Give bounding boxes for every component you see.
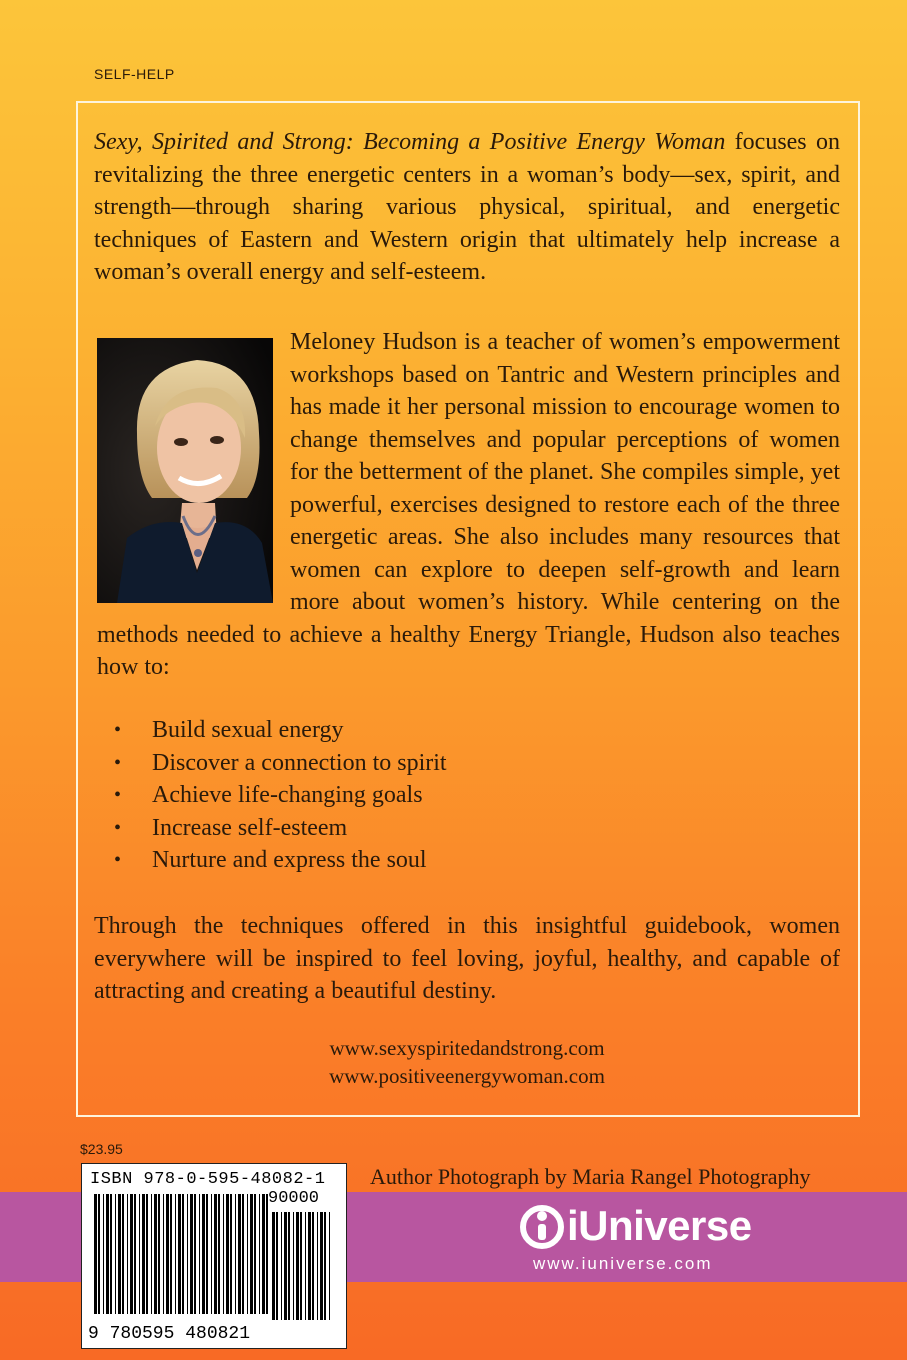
publisher-logo <box>519 1202 781 1282</box>
barcode-bar <box>106 1194 109 1314</box>
barcode-bar <box>276 1212 278 1320</box>
barcode-bar <box>242 1194 244 1314</box>
barcode-bar <box>296 1212 299 1320</box>
barcode-bar <box>305 1212 306 1320</box>
barcode-bar <box>281 1212 282 1320</box>
barcode-bar <box>118 1194 121 1314</box>
intro-text: focuses on revitalizing the three energetic centers in a woman’s body—sex, spirit, and strength—through sharing various physical, spiritual, and energetic techniques of Eastern and Western origin that ultimately help increase a woman’s overall energy and self-esteem. <box>94 129 840 285</box>
website-link[interactable]: www.sexyspiritedandstrong.com <box>329 1036 605 1060</box>
publisher-name: iUniverse <box>567 1202 752 1249</box>
barcode-bar <box>187 1194 188 1314</box>
barcode-bar <box>218 1194 220 1314</box>
barcode-bar <box>312 1212 314 1320</box>
barcode-bar <box>127 1194 128 1314</box>
topic-list <box>94 714 447 877</box>
barcode-bar <box>202 1194 205 1314</box>
barcode-bar <box>329 1212 330 1320</box>
author-photo <box>97 338 273 603</box>
barcode-bar <box>223 1194 224 1314</box>
barcode-bar <box>288 1212 290 1320</box>
barcode-bar <box>170 1194 172 1314</box>
ean-number: 9 780595 480821 <box>88 1324 251 1344</box>
list-item: • Nurture and express the soul <box>94 844 447 877</box>
closing-paragraph: Through the techniques offered in this insightful guidebook, women everywhere will be inspired to feel loving, joyful, healthy, and capable of attracting and creating a beautiful destiny. <box>94 913 840 1004</box>
book-title: Sexy, Spirited and Strong: Becoming a Positive Energy Woman <box>94 129 726 155</box>
barcode-bar <box>238 1194 241 1314</box>
barcode-bar <box>175 1194 176 1314</box>
list-item: • Discover a connection to spirit <box>94 747 447 780</box>
author-portrait-image <box>97 338 273 603</box>
barcode-bar <box>199 1194 200 1314</box>
addon-barcode-bars <box>272 1212 334 1320</box>
website-links <box>94 1034 840 1090</box>
barcode-bar <box>194 1194 196 1314</box>
barcode <box>81 1163 347 1349</box>
barcode-bar <box>247 1194 248 1314</box>
barcode-bar <box>262 1194 265 1314</box>
barcode-bar <box>139 1194 140 1314</box>
photo-credit: Author Photograph by Maria Rangel Photography <box>370 1164 811 1189</box>
barcode-bar <box>317 1212 318 1320</box>
barcode-bar <box>94 1194 97 1314</box>
barcode-bar <box>158 1194 160 1314</box>
barcode-bar <box>103 1194 104 1314</box>
barcode-bar <box>142 1194 145 1314</box>
barcode-bar <box>163 1194 164 1314</box>
website-link[interactable]: www.positiveenergywoman.com <box>329 1064 605 1088</box>
barcode-bar <box>190 1194 193 1314</box>
barcode-bar <box>272 1212 275 1320</box>
barcode-bar <box>178 1194 181 1314</box>
barcode-bar <box>166 1194 169 1314</box>
price-addon-code: 90000 <box>268 1189 320 1208</box>
publisher-url: www.iuniverse.com <box>533 1254 713 1273</box>
barcode-bar <box>154 1194 157 1314</box>
barcode-bar <box>324 1212 326 1320</box>
ean-barcode-bars <box>94 1194 274 1314</box>
author-bio-text: Meloney Hudson is a teacher of women’s empowerment workshops based on Tantric and Western principles and has made it her personal mission to encourage women to change themselves and popular perceptions of women for the betterment of the planet. She compiles simple, yet powerful, exercises designed to restore each of the three energetic areas. She also includes many resources that women can explore to deepen self-growth and learn more about women’s history. While centering on the methods needed to achieve a healthy Energy Triangle, Hudson also teaches how to: <box>97 329 840 680</box>
barcode-bar <box>182 1194 184 1314</box>
isbn-number: ISBN 978-0-595-48082-1 <box>90 1170 326 1189</box>
barcode-bar <box>235 1194 236 1314</box>
barcode-bar <box>300 1212 302 1320</box>
barcode-bar <box>266 1194 268 1314</box>
list-item: • Build sexual energy <box>94 714 447 747</box>
category-label: SELF-HELP <box>94 66 175 82</box>
barcode-bar <box>151 1194 152 1314</box>
barcode-bar <box>320 1212 323 1320</box>
barcode-bar <box>122 1194 124 1314</box>
barcode-bar <box>293 1212 294 1320</box>
barcode-bar <box>259 1194 260 1314</box>
iuniverse-icon <box>519 1202 565 1252</box>
intro-paragraph <box>94 126 840 289</box>
barcode-bar <box>211 1194 212 1314</box>
barcode-bar <box>284 1212 287 1320</box>
barcode-bar <box>115 1194 116 1314</box>
barcode-bar <box>214 1194 217 1314</box>
list-item: • Achieve life-changing goals <box>94 779 447 812</box>
barcode-bar <box>206 1194 208 1314</box>
price-label: $23.95 <box>80 1141 123 1157</box>
barcode-bar <box>130 1194 133 1314</box>
barcode-bar <box>230 1194 232 1314</box>
barcode-bar <box>250 1194 253 1314</box>
barcode-bar <box>308 1212 311 1320</box>
barcode-bar <box>110 1194 112 1314</box>
barcode-bar <box>254 1194 256 1314</box>
barcode-bar <box>146 1194 148 1314</box>
barcode-bar <box>226 1194 229 1314</box>
barcode-bar <box>98 1194 100 1314</box>
list-item: • Increase self-esteem <box>94 812 447 845</box>
barcode-bar <box>134 1194 136 1314</box>
